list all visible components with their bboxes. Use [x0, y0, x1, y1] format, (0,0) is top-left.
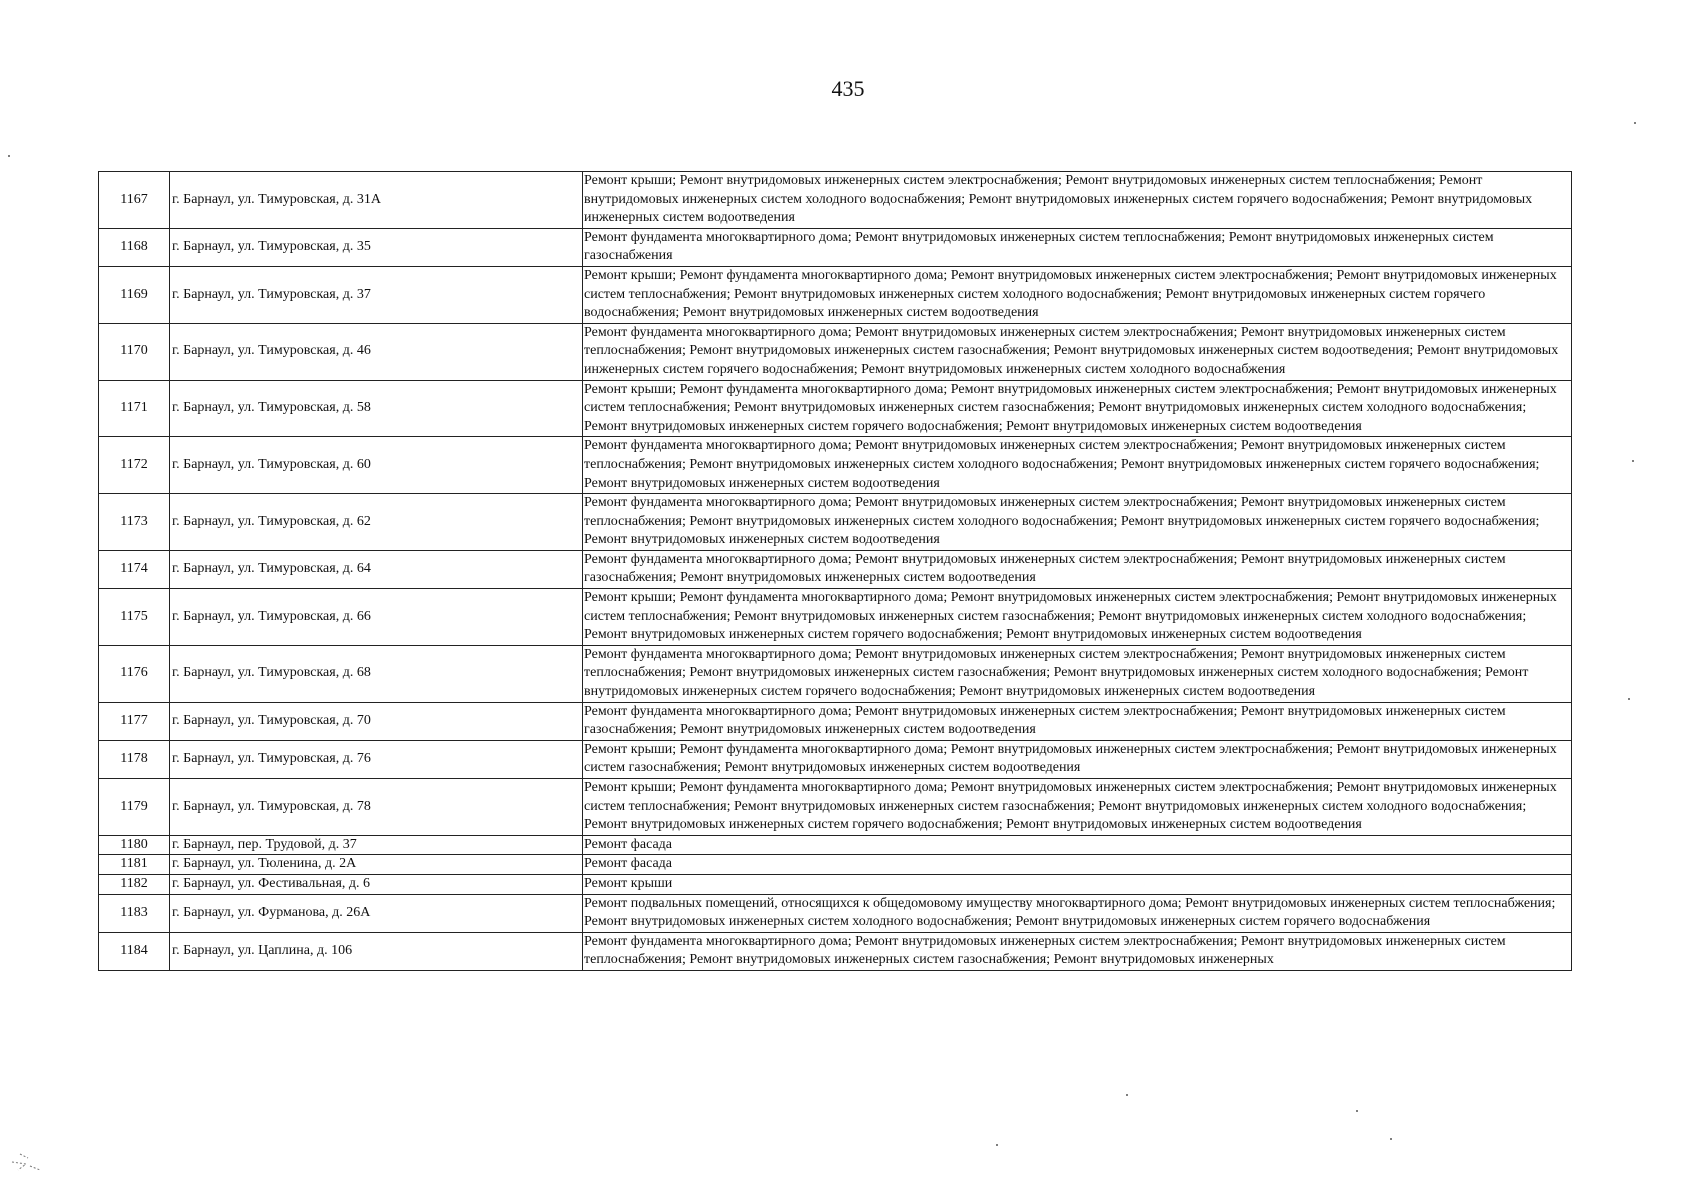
address-cell: г. Барнаул, ул. Тимуровская, д. 31А: [170, 172, 583, 229]
table-row: [99, 172, 1572, 229]
table-row: [99, 266, 1572, 323]
works-cell: Ремонт крыши; Ремонт внутридомовых инженерных систем электроснабжения; Ремонт внутридомовых инженерных систем теплоснабжения; Ремонт внутридомовых инженерных систем холодного водоснабжения; Ремонт внутридомовых инженерных систем горячего водоснабжения; Ремонт внутридомовых инженерных систем водоотведения: [583, 172, 1572, 229]
works-cell: Ремонт фасада: [583, 855, 1572, 875]
works-cell: Ремонт крыши: [583, 874, 1572, 894]
row-number-cell: 1179: [99, 779, 170, 836]
address-cell: г. Барнаул, ул. Тимуровская, д. 62: [170, 494, 583, 551]
works-cell: Ремонт фасада: [583, 835, 1572, 855]
row-number-cell: 1170: [99, 323, 170, 380]
row-number-cell: 1184: [99, 932, 170, 970]
scan-mark: [6, 1148, 50, 1176]
works-cell: Ремонт фундамента многоквартирного дома; Ремонт внутридомовых инженерных систем электроснабжения; Ремонт внутридомовых инженерных систем теплоснабжения; Ремонт внутридомовых инженерных систем газоснабжения; Ремонт внутридомовых инженерных систем холодного водоснабжения; Ремонт внутридомовых инженерных систем горячего водоснабжения; Ремонт внутридомовых инженерных систем водоотведения: [583, 645, 1572, 702]
address-cell: г. Барнаул, ул. Фестивальная, д. 6: [170, 874, 583, 894]
address-cell: г. Барнаул, ул. Фурманова, д. 26А: [170, 894, 583, 932]
address-cell: г. Барнаул, ул. Тимуровская, д. 76: [170, 740, 583, 778]
table-row: [99, 437, 1572, 494]
table-row: [99, 494, 1572, 551]
works-cell: Ремонт фундамента многоквартирного дома; Ремонт внутридомовых инженерных систем электроснабжения; Ремонт внутридомовых инженерных систем теплоснабжения; Ремонт внутридомовых инженерных систем газоснабжения; Ремонт внутридомовых инженерных: [583, 932, 1572, 970]
scan-speck: [1126, 1094, 1128, 1096]
table-row: [99, 894, 1572, 932]
works-cell: Ремонт подвальных помещений, относящихся к общедомовому имуществу многоквартирного дома; Ремонт внутридомовых инженерных систем теплоснабжения; Ремонт внутридомовых инженерных систем холодного водоснабжения; Ремонт внутридомовых инженерных систем горячего водоснабжения: [583, 894, 1572, 932]
table-body: [99, 172, 1572, 971]
table-row: [99, 740, 1572, 778]
address-cell: г. Барнаул, ул. Тимуровская, д. 70: [170, 702, 583, 740]
works-cell: Ремонт крыши; Ремонт фундамента многоквартирного дома; Ремонт внутридомовых инженерных систем электроснабжения; Ремонт внутридомовых инженерных систем теплоснабжения; Ремонт внутридомовых инженерных систем газоснабжения; Ремонт внутридомовых инженерных систем холодного водоснабжения; Ремонт внутридомовых инженерных систем горячего водоснабжения; Ремонт внутридомовых инженерных систем водоотведения: [583, 380, 1572, 437]
address-cell: г. Барнаул, ул. Тимуровская, д. 37: [170, 266, 583, 323]
works-cell: Ремонт крыши; Ремонт фундамента многоквартирного дома; Ремонт внутридомовых инженерных систем электроснабжения; Ремонт внутридомовых инженерных систем теплоснабжения; Ремонт внутридомовых инженерных систем газоснабжения; Ремонт внутридомовых инженерных систем холодного водоснабжения; Ремонт внутридомовых инженерных систем горячего водоснабжения; Ремонт внутридомовых инженерных систем водоотведения: [583, 589, 1572, 646]
table-row: [99, 380, 1572, 437]
table-row: [99, 855, 1572, 875]
row-number-cell: 1167: [99, 172, 170, 229]
table-row: [99, 228, 1572, 266]
row-number-cell: 1174: [99, 550, 170, 588]
row-number-cell: 1168: [99, 228, 170, 266]
table-row: [99, 874, 1572, 894]
scan-speck: [1390, 1138, 1392, 1140]
works-cell: Ремонт фундамента многоквартирного дома; Ремонт внутридомовых инженерных систем электроснабжения; Ремонт внутридомовых инженерных систем газоснабжения; Ремонт внутридомовых инженерных систем водоотведения: [583, 550, 1572, 588]
address-cell: г. Барнаул, ул. Цаплина, д. 106: [170, 932, 583, 970]
row-number-cell: 1171: [99, 380, 170, 437]
address-cell: г. Барнаул, ул. Тимуровская, д. 78: [170, 779, 583, 836]
row-number-cell: 1180: [99, 835, 170, 855]
address-cell: г. Барнаул, ул. Тюленина, д. 2А: [170, 855, 583, 875]
address-cell: г. Барнаул, ул. Тимуровская, д. 60: [170, 437, 583, 494]
row-number-cell: 1181: [99, 855, 170, 875]
address-cell: г. Барнаул, ул. Тимуровская, д. 68: [170, 645, 583, 702]
scan-speck: [1356, 1110, 1358, 1112]
works-cell: Ремонт крыши; Ремонт фундамента многоквартирного дома; Ремонт внутридомовых инженерных систем электроснабжения; Ремонт внутридомовых инженерных систем теплоснабжения; Ремонт внутридомовых инженерных систем газоснабжения; Ремонт внутридомовых инженерных систем холодного водоснабжения; Ремонт внутридомовых инженерных систем горячего водоснабжения; Ремонт внутридомовых инженерных систем водоотведения: [583, 779, 1572, 836]
scan-speck: [1634, 122, 1636, 124]
works-cell: Ремонт фундамента многоквартирного дома; Ремонт внутридомовых инженерных систем электроснабжения; Ремонт внутридомовых инженерных систем теплоснабжения; Ремонт внутридомовых инженерных систем холодного водоснабжения; Ремонт внутридомовых инженерных систем горячего водоснабжения; Ремонт внутридомовых инженерных систем водоотведения: [583, 494, 1572, 551]
page-number: 435: [831, 76, 865, 101]
table-row: [99, 932, 1572, 970]
table-row: [99, 645, 1572, 702]
address-cell: г. Барнаул, ул. Тимуровская, д. 35: [170, 228, 583, 266]
table: [98, 171, 1572, 971]
works-cell: Ремонт фундамента многоквартирного дома; Ремонт внутридомовых инженерных систем электроснабжения; Ремонт внутридомовых инженерных систем теплоснабжения; Ремонт внутридомовых инженерных систем газоснабжения; Ремонт внутридомовых инженерных систем водоотведения; Ремонт внутридомовых инженерных систем горячего водоснабжения; Ремонт внутридомовых инженерных систем холодного водоснабжения: [583, 323, 1572, 380]
address-cell: г. Барнаул, ул. Тимуровская, д. 58: [170, 380, 583, 437]
address-cell: г. Барнаул, ул. Тимуровская, д. 46: [170, 323, 583, 380]
row-number-cell: 1173: [99, 494, 170, 551]
works-cell: Ремонт крыши; Ремонт фундамента многоквартирного дома; Ремонт внутридомовых инженерных систем электроснабжения; Ремонт внутридомовых инженерных систем газоснабжения; Ремонт внутридомовых инженерных систем водоотведения: [583, 740, 1572, 778]
address-cell: г. Барнаул, ул. Тимуровская, д. 66: [170, 589, 583, 646]
table-row: [99, 550, 1572, 588]
row-number-cell: 1182: [99, 874, 170, 894]
row-number-cell: 1178: [99, 740, 170, 778]
row-number-cell: 1175: [99, 589, 170, 646]
works-cell: Ремонт фундамента многоквартирного дома; Ремонт внутридомовых инженерных систем электроснабжения; Ремонт внутридомовых инженерных систем теплоснабжения; Ремонт внутридомовых инженерных систем холодного водоснабжения; Ремонт внутридомовых инженерных систем горячего водоснабжения; Ремонт внутридомовых инженерных систем водоотведения: [583, 437, 1572, 494]
scan-speck: [996, 1144, 998, 1146]
works-cell: Ремонт фундамента многоквартирного дома; Ремонт внутридомовых инженерных систем теплоснабжения; Ремонт внутридомовых инженерных систем газоснабжения: [583, 228, 1572, 266]
row-number-cell: 1176: [99, 645, 170, 702]
row-number-cell: 1169: [99, 266, 170, 323]
row-number-cell: 1177: [99, 702, 170, 740]
table-row: [99, 323, 1572, 380]
table-row: [99, 702, 1572, 740]
scan-speck: [8, 155, 10, 157]
works-cell: Ремонт крыши; Ремонт фундамента многоквартирного дома; Ремонт внутридомовых инженерных систем электроснабжения; Ремонт внутридомовых инженерных систем теплоснабжения; Ремонт внутридомовых инженерных систем холодного водоснабжения; Ремонт внутридомовых инженерных систем горячего водоснабжения; Ремонт внутридомовых инженерных систем водоотведения: [583, 266, 1572, 323]
row-number-cell: 1183: [99, 894, 170, 932]
scan-speck: [1632, 460, 1634, 462]
works-cell: Ремонт фундамента многоквартирного дома; Ремонт внутридомовых инженерных систем электроснабжения; Ремонт внутридомовых инженерных систем газоснабжения; Ремонт внутридомовых инженерных систем водоотведения: [583, 702, 1572, 740]
scan-speck: [1628, 698, 1630, 700]
address-cell: г. Барнаул, пер. Трудовой, д. 37: [170, 835, 583, 855]
table-row: [99, 779, 1572, 836]
row-number-cell: 1172: [99, 437, 170, 494]
table-row: [99, 835, 1572, 855]
table-row: [99, 589, 1572, 646]
repair-works-table: [98, 171, 1572, 971]
address-cell: г. Барнаул, ул. Тимуровская, д. 64: [170, 550, 583, 588]
